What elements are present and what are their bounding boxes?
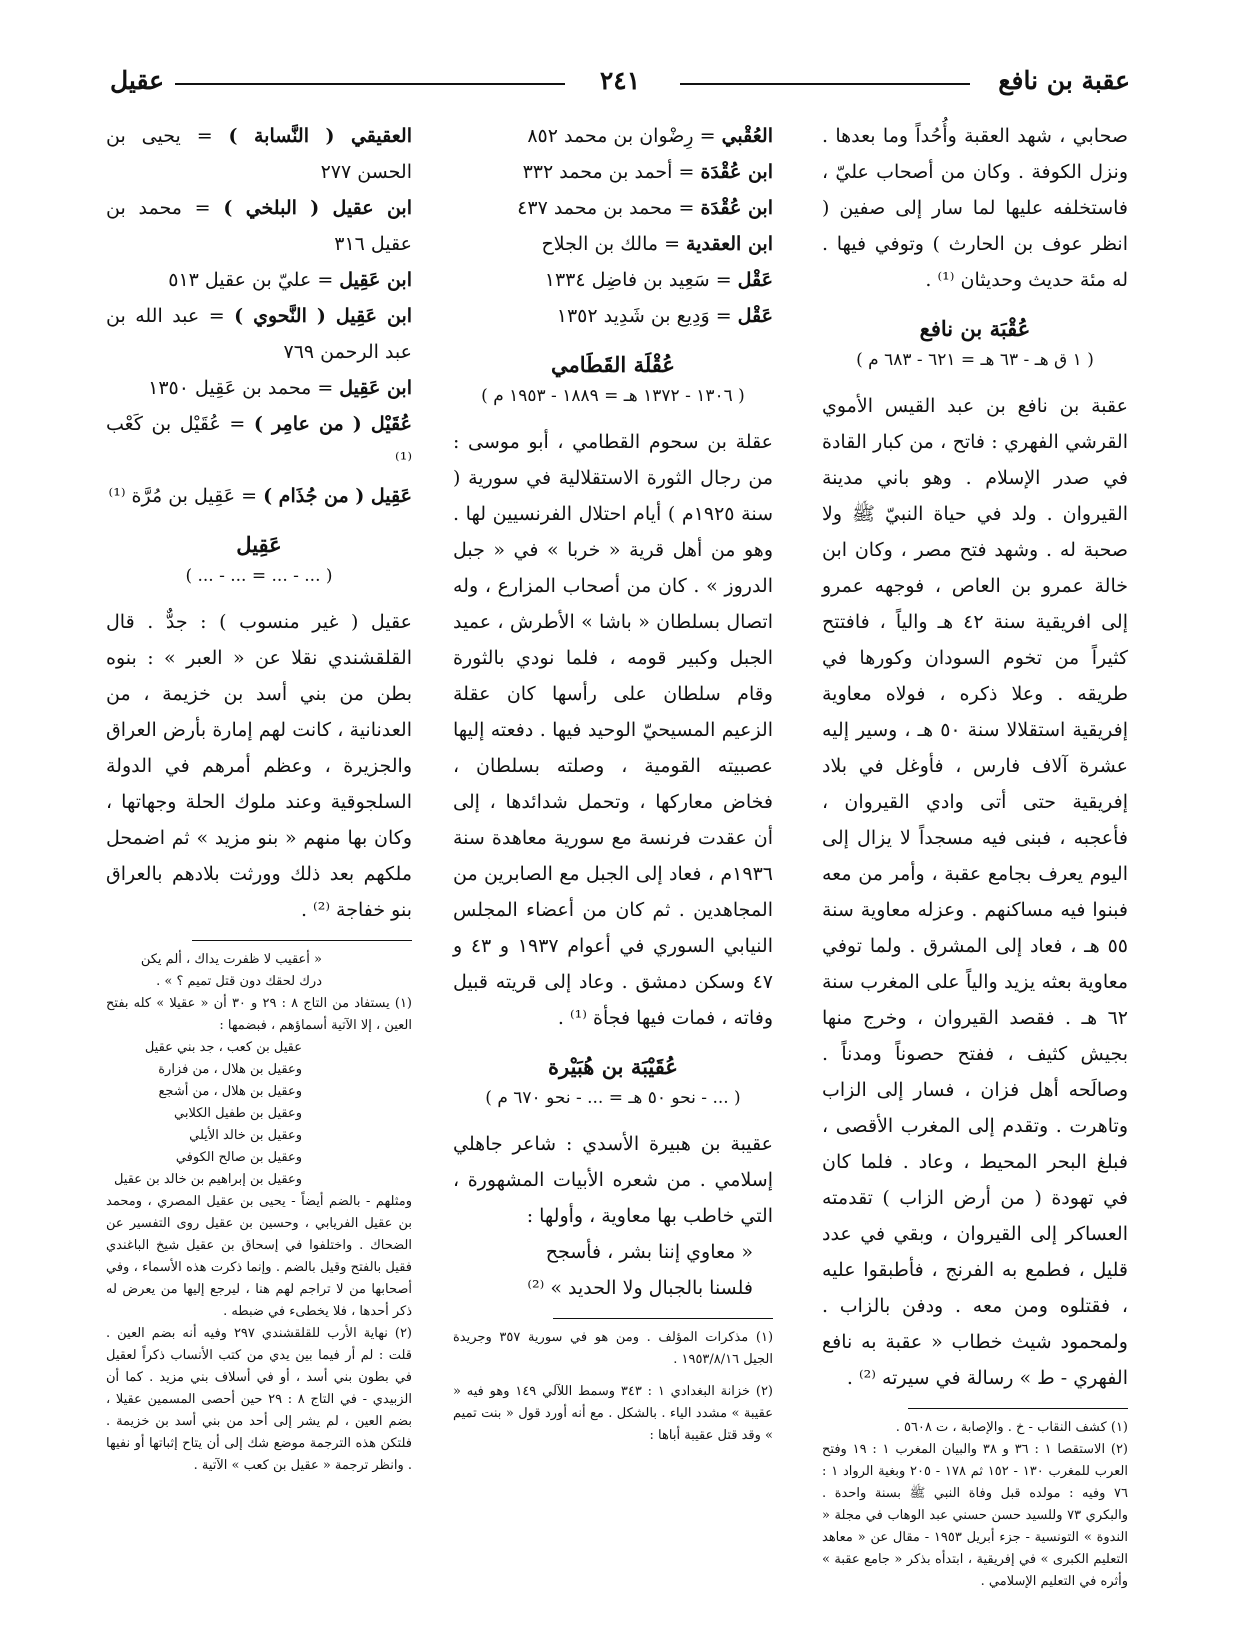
index-key: عَقِيل ( من جُذَام ) <box>263 485 412 507</box>
index-key: ابن عَقِيل <box>339 377 412 399</box>
index-value: يحيى بن الحسن ٢٧٧ <box>106 125 412 183</box>
entry-title: عُقْبَة بن نافع <box>919 316 1031 341</box>
footnote: ومثلهم - بالضم أيضاً - يحيى بن عقيل المصري ، ومحمد بن عقيل الفريابي ، وحسين بن عقيل روى التفسير عن الضحاك . واختلفوا في إسحاق بن عقيل شيخ الباغندي فقيل بالفتح وقيل بالضم . وإنما ذكرت هذه الأسماء ، وفي أصحابها من لا تراجم لهم هنا ، ليرجع إليها من يعرض له ذكر أحدها ، فلا يخطىء في ضبطه . <box>106 1194 412 1319</box>
entry-title: عُقَيْبَة بن هُبَيْرة <box>548 1054 678 1079</box>
index-key: العقيقي ( النَّسابة ) <box>228 125 412 147</box>
index-value: محمد بن محمد ٤٣٧ <box>517 197 673 219</box>
index-value: عليّ بن عقيل ٥١٣ <box>168 269 312 291</box>
index-entry: ابن عَقِيل ( النَّحوي ) = عبد الله بن عبد الرحمن ٧٦٩ <box>106 305 413 363</box>
index-entry: عُقَيْل ( من عامِر ) = عُقَيْل بن كَعْب ⁽¹⁾ <box>106 413 412 471</box>
index-key: عُقَيْل ( من عامِر ) <box>253 413 412 435</box>
index-entry: عَقْل = سَعِيد بن فاضِل ١٣٣٤ <box>544 269 773 291</box>
header-rule-right <box>680 83 970 85</box>
footnote-rule <box>553 1318 773 1319</box>
index-key: ابن عُقْدَة <box>700 197 773 219</box>
entry-body: عقيبة بن هبيرة الأسدي : شاعر جاهلي إسلامي . من شعره الأبيات المشهورة ، التي خاطب بها معاوية ، وأولها : <box>453 1133 773 1227</box>
index-key: عَقْل <box>737 305 773 327</box>
verse-line: « معاوي إننا بشر ، فأسجح <box>545 1241 753 1263</box>
index-value: سَعِيد بن فاضِل ١٣٣٤ <box>544 269 710 291</box>
index-value: أحمد بن محمد ٣٣٢ <box>522 161 673 183</box>
index-entry: ابن العقدية = مالك بن الجلاح <box>541 233 773 255</box>
index-key: ابن عُقْدَة <box>700 161 773 183</box>
index-key: ابن عقيل ( البلخي ) <box>223 197 412 219</box>
index-entry: ابن عُقْدَة = أحمد بن محمد ٣٣٢ <box>522 161 773 183</box>
entry-body: عقبة بن نافع بن عبد القيس الأموي القرشي الفهري : فاتح ، من كبار القادة في صدر الإسلام . وهو باني مدينة القيروان . ولد في حياة النبيّ ﷺ ولا صحبة له . وشهد فتح مصر ، وكان ابن خالة عمرو بن العاص ، فوجهه عمرو إلى افريقية سنة ٤٢ هـ والياً ، فافتتح كثيراً من تخوم السودان وكورها في طريقه . وعلا ذكره ، فولاه معاوية إفريقية استقلالا سنة ٥٠ هـ ، وسير إليه عشرة آلاف فارس ، فأوغل في بلاد إفريقية حتى أتى وادي القيروان ، فأعجبه ، فبنى فيه مسجداً لا يزال إلى اليوم يعرف بجامع عقبة ، وأمر من معه فبنوا فيه مساكنهم . وعزله معاوية سنة ٥٥ هـ ، فعاد إلى المشرق . ولما توفي معاوية بعثه يزيد والياً على المغرب سنة ٦٢ هـ . فقصد القيروان ، وخرج منها بجيش كثيف ، ففتح حصوناً ومدناً . وصالَحه أهل فزان ، فسار إلى الزاب وتاهرت . وتقدم إلى المغرب الأقصى ، فبلغ البحر المحيط ، وعاد . فلما كان في تهودة ( من أرض الزاب ) تقدمته العساكر إلى القيروان ، وبقي في عدد قليل ، فطمع به الفرنج ، فأطبقوا عليه ، فقتلوه ومن معه . ودفن بالزاب . ولمحمود شيث خطاب « عقبة به نافع الفهري - ط » رسالة في سيرته ⁽²⁾ . <box>822 395 1129 1389</box>
entry-body: عقلة بن سحوم القطامي ، أبو موسى : من رجال الثورة الاستقلالية في سورية ( سنة ١٩٢٥م ) أيام احتلال الفرنسيين لها . وهو من أهل قرية « خربا » في « جبل الدروز » . كان من أصحاب المزارع ، وله اتصال بسلطان « باشا » الأطرش ، عميد الجبل وكبير قومه ، فلما نودي بالثورة وقام سلطان على رأسها كان عقلة الزعيم المسيحيّ الوحيد فيها . دفعته إليها عصبيته القومية ، وصلته بسلطان ، فخاض معاركها ، وتحمل شدائدها ، إلى أن عقدت فرنسة مع سورية معاهدة سنة ١٩٣٦م ، فعاد إلى الجبل مع الصابرين من المجاهدين . ثم كان من أعضاء المجلس النيابي السوري في أعوام ١٩٣٧ و ٤٣ و ٤٧ وسكن دمشق . وعاد إلى قريته قبيل وفاته ، فمات فيها فجأة ⁽¹⁾ . <box>453 431 773 1029</box>
footnote: (١) يستفاد من التاج ٨ : ٢٩ و ٣٠ أن « عقيلا » كله بفتح العين ، إلا الآتية أسماؤهم ، فبضمها : <box>106 996 412 1033</box>
entry-dates: ( ... - نحو ٥٠ هـ = ... - نحو ٦٧٠ م ) <box>485 1088 741 1108</box>
index-entry: ابن عُقْدَة = محمد بن محمد ٤٣٧ <box>517 197 773 219</box>
footnote: (١) كشف النقاب - خ . والإصابة ، ت ٥٦٠٨ . <box>895 1420 1128 1435</box>
footnote: (٢) نهاية الأرب للقلقشندي ٢٩٧ وفيه أنه بضم العين . قلت : لم أر فيما بين يدي من كتب الأنساب ذكراً لعقيل في بطون بني أسد ، أو في أسلاف بني مزيد . كما أن الزبيدي - في التاج ٨ : ٢٩ حين أحصى المسمين عقيلا ، بضم العين ، لم يشر إلى أحد من بني أسد بن خزيمة . فلتكن هذه الترجمة موضع شك إلى أن يتاح إثباتها أو نفيها . وانظر ترجمة « عقيل بن كعب » الآتية . <box>106 1326 412 1473</box>
footnote-list-item: وعقيل بن هلال ، من أشجع <box>158 1084 302 1099</box>
footnote-verse: درك لحقك دون قتل تميم ؟ » . <box>156 974 322 989</box>
footnote-list-item: وعقيل بن خالد الأيلي <box>189 1128 302 1143</box>
entry-dates: ( ١٣٠٦ - ١٣٧٢ هـ = ١٨٨٩ - ١٩٥٣ م ) <box>481 386 745 406</box>
footnote-list-item: عقيل بن كعب ، جد بني عقيل <box>144 1040 302 1055</box>
continued-entry-text: صحابي ، شهد العقبة وأُحُداً وما بعدها . ونزل الكوفة . وكان من أصحاب عليّ ، فاستخلفه عليها لما سار إلى صفين ( انظر عوف بن الحارث ) وتوفي فيها . له مئة حديث وحديثان ⁽¹⁾ . <box>822 125 1128 291</box>
footnote: (١) مذكرات المؤلف . ومن هو في سورية ٣٥٧ وجريدة الجيل ١٩٥٣/٨/١٦ . <box>453 1330 774 1367</box>
entry-title: عُقْلَة القَطَامي <box>551 352 675 377</box>
index-entry: العُقْبي = رِضْوان بن محمد ٨٥٢ <box>527 125 773 147</box>
footnote-rule <box>908 1408 1128 1409</box>
index-value: عبد الله بن عبد الرحمن ٧٦٩ <box>106 305 412 363</box>
column-right <box>822 118 1128 1593</box>
page-number: ٢٤١ <box>599 66 641 95</box>
index-key: عَقْل <box>737 269 773 291</box>
index-key: ابن العقدية <box>686 233 773 255</box>
index-key: ابن عَقِيل <box>339 269 412 291</box>
index-key: العُقْبي <box>721 125 773 147</box>
entry-title: عَقِيل <box>236 532 282 557</box>
entry-body: عقيل ( غير منسوب ) : جدٌّ . قال القلقشندي نقلا عن « العبر » : بنوه بطن من بني أسد بن خزيمة ، من العدنانية ، كانت لهم إمارة بأرض العراق والجزيرة ، وعظم أمرهم في الدولة السلجوقية وعند ملوك الحلة وجهاتها ، وكان بها منهم « بنو مزيد » ثم اضمحل ملكهم بعد ذلك وورثت بلادهم بالعراق بنو خفاجة ⁽²⁾ . <box>106 611 412 921</box>
footnote-list-item: وعقيل بن طفيل الكلابي <box>174 1106 302 1121</box>
footnote: (٢) خزانة البغدادي ١ : ٣٤٣ وسمط اللآلي ١٤٩ وهو فيه « عقيبة » مشدد الياء . بالشكل . مع أنه أورد قول « بنت تميم » وقد قتل عقيبة أباها : <box>453 1384 773 1443</box>
index-value: محمد بن عَقِيل ١٣٥٠ <box>148 377 312 399</box>
index-entry: عَقْل = وَدِيع بن شَدِيد ١٣٥٢ <box>556 305 773 327</box>
footnote-list-item: وعقيل بن إبراهيم بن خالد بن عقيل <box>113 1172 302 1187</box>
footnote: (٢) الاستقصا ١ : ٣٦ و ٣٨ والبيان المغرب ١ : ١٩ وفتح العرب للمغرب ١٣٠ - ١٥٢ ثم ١٧٨ - ٢٠٥ وبغية الرواد ١ : ٧٦ وفيه : مولده قبل وفاة النبي ﷺ بسنة واحدة . والبكري ٧٣ وللسيد حسن حسني عبد الوهاب في مجلة « الندوة » التونسية - جزء أبريل ١٩٥٣ - مقال عن « معاهد التعليم الكبرى » في إفريقية ، ابتدأه بذكر « جامع عقبة » وأثره في التعليم الإسلامي . <box>822 1442 1128 1589</box>
index-value: مالك بن الجلاح <box>541 233 659 255</box>
column-left <box>106 118 412 1477</box>
index-entry: ابن عَقِيل = عليّ بن عقيل ٥١٣ <box>168 269 412 291</box>
running-header <box>110 66 1130 106</box>
footnote-rule <box>192 940 412 941</box>
entry-dates: ( ... - ... = ... - ... ) <box>185 566 333 586</box>
index-value: رِضْوان بن محمد ٨٥٢ <box>527 125 694 147</box>
index-value: وَدِيع بن شَدِيد ١٣٥٢ <box>556 305 710 327</box>
header-left-title: عقيل <box>110 66 165 95</box>
index-value: عَقِيل بن مُرَّة ⁽¹⁾ <box>108 485 236 507</box>
index-key: ابن عَقِيل ( النَّحوي ) <box>234 305 413 327</box>
column-middle <box>453 118 773 1447</box>
footnote-list-item: وعقيل بن هلال ، من فزارة <box>158 1062 302 1077</box>
index-value: محمد بن عقيل ٣١٦ <box>106 197 412 255</box>
index-entry: العقيقي ( النَّسابة ) = يحيى بن الحسن ٢٧٧ <box>106 125 412 183</box>
index-entry: ابن عَقِيل = محمد بن عَقِيل ١٣٥٠ <box>148 377 412 399</box>
header-right-title: عقبة بن نافع <box>998 66 1130 95</box>
entry-dates: ( ١ ق هـ - ٦٣ هـ = ٦٢١ - ٦٨٣ م ) <box>856 350 1094 370</box>
header-rule-left <box>175 83 565 85</box>
index-entry: ابن عقيل ( البلخي ) = محمد بن عقيل ٣١٦ <box>106 197 412 255</box>
footnote-list-item: وعقيل بن صالح الكوفي <box>175 1150 302 1165</box>
verse-line: فلسنا بالجبال ولا الحديد » ⁽²⁾ <box>527 1277 753 1299</box>
index-value: عُقَيْل بن كَعْب ⁽¹⁾ <box>106 413 412 471</box>
index-entry: عَقِيل ( من جُذَام ) = عَقِيل بن مُرَّة ⁽¹⁾ <box>108 485 412 507</box>
footnote-verse: « أعقيب لا ظفرت يداك ، ألم يكن <box>140 952 322 967</box>
